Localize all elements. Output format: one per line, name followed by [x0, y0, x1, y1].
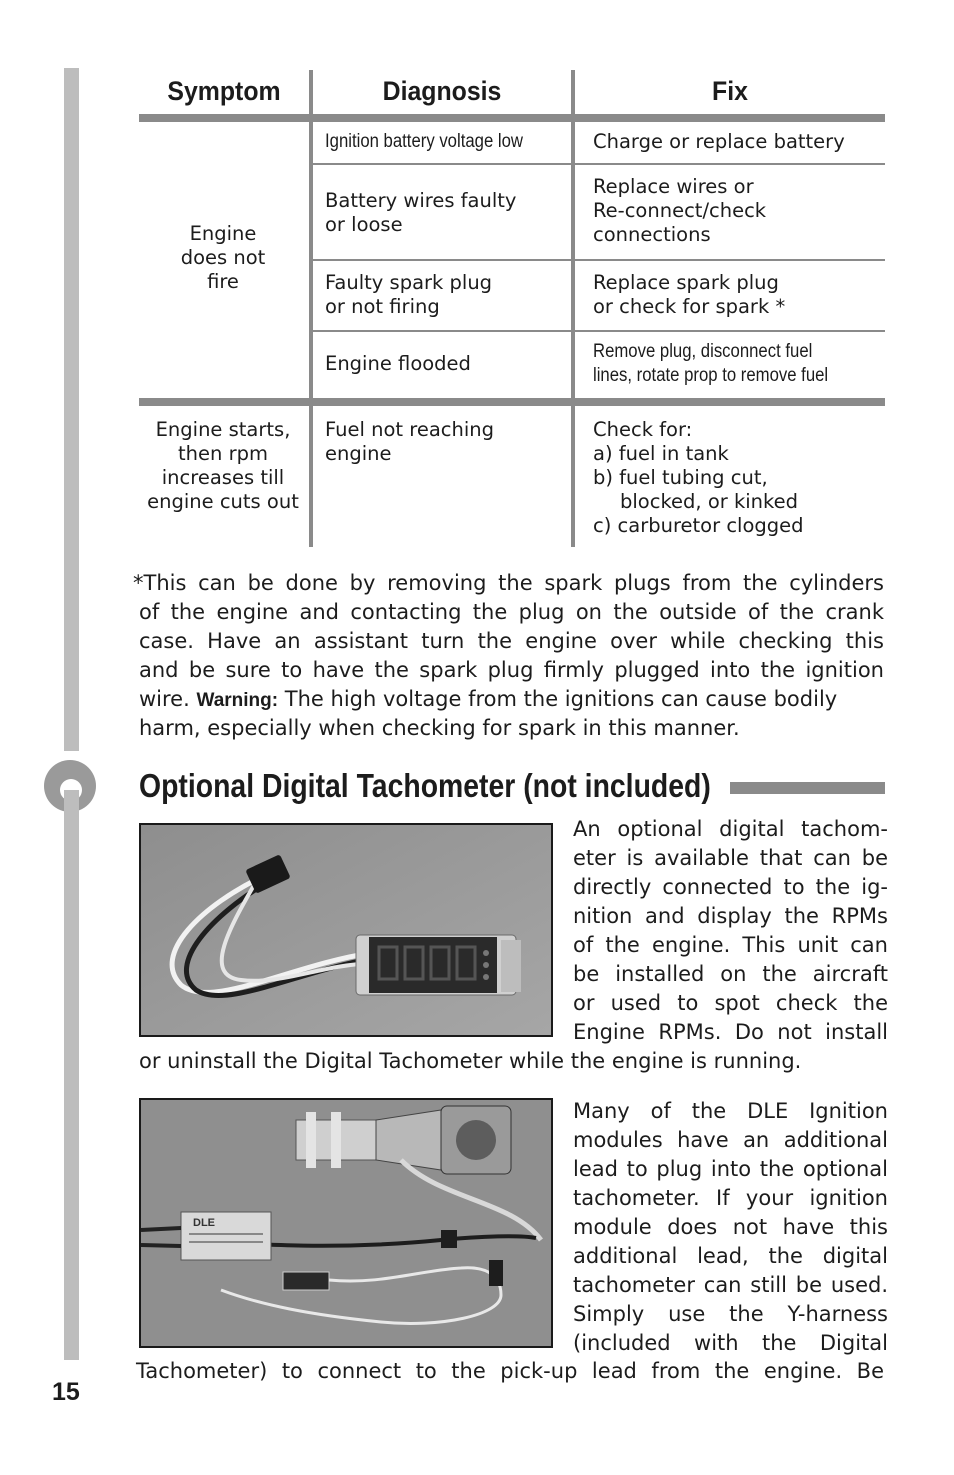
footnote-line: case. Have an assistant turn the engine over while checking this — [139, 629, 884, 653]
margin-bar-upper — [64, 68, 79, 751]
fix-charge-battery: Charge or replace battery — [593, 130, 845, 153]
header-diagnosis: Diagnosis — [382, 75, 502, 106]
tachometer-photo — [139, 823, 553, 1037]
header-symptom: Symptom — [167, 75, 281, 106]
fix-replace-spark-plug: Replace spark plug or check for spark * — [593, 271, 786, 318]
section-title: Optional Digital Tachometer (not included) — [139, 767, 711, 804]
table-divider-2 — [571, 70, 575, 547]
table-divider-1 — [309, 70, 313, 547]
symptom-engine-not-fire: Engine does not fire — [180, 222, 266, 293]
diagnosis-engine-flooded: Engine flooded — [325, 352, 471, 375]
diagnosis-fuel-not-reaching: Fuel not reaching engine — [325, 418, 495, 465]
group-rule — [139, 398, 885, 406]
row-rule — [313, 163, 885, 165]
header-rule — [139, 114, 885, 122]
footnote-line: harm, especially when checking for spark in this manner. — [139, 716, 740, 740]
row-rule — [313, 330, 885, 332]
fix-check-for: Check for: a) fuel in tank b) fuel tubing cut, blocked, or kinked c) carburetor clogged — [593, 418, 804, 537]
ignition-module-photo — [139, 1098, 553, 1348]
diagnosis-spark-plug: Faulty spark plug or not firing — [325, 271, 493, 318]
section-hook-icon — [41, 757, 99, 815]
header-fix: Fix — [712, 75, 748, 106]
fix-remove-plug: Remove plug, disconnect fuel lines, rotate prop to remove fuel — [593, 341, 829, 386]
page-number: 15 — [52, 1378, 80, 1406]
warning-label: Warning: — [196, 690, 279, 711]
symptom-engine-cuts-out: Engine starts, then rpm increases till engine cuts out — [147, 418, 299, 513]
footnote-line: and be sure to have the spark plug firmly plugged into the ignition — [139, 658, 884, 682]
margin-bar-lower — [64, 790, 79, 1360]
diagnosis-battery-voltage: Ignition battery voltage low — [325, 131, 523, 152]
tachometer-photo-icon — [141, 825, 551, 1035]
diagnosis-battery-wires: Battery wires faulty or loose — [325, 189, 517, 236]
footnote-line: *This can be done by removing the spark plugs from the cylinders — [133, 571, 884, 595]
footnote-warning-line: wire. Warning: The high voltage from the ignitions can cause bodily — [139, 687, 838, 711]
fix-replace-wires: Replace wires or Re-connect/check connections — [593, 175, 767, 246]
footnote-line: of the engine and contacting the plug on the outside of the crank — [139, 600, 884, 624]
row-rule — [313, 259, 885, 261]
section-title-rule — [730, 782, 885, 794]
ignition-module-photo-icon — [141, 1100, 551, 1346]
module-label: DLE — [193, 1217, 215, 1229]
